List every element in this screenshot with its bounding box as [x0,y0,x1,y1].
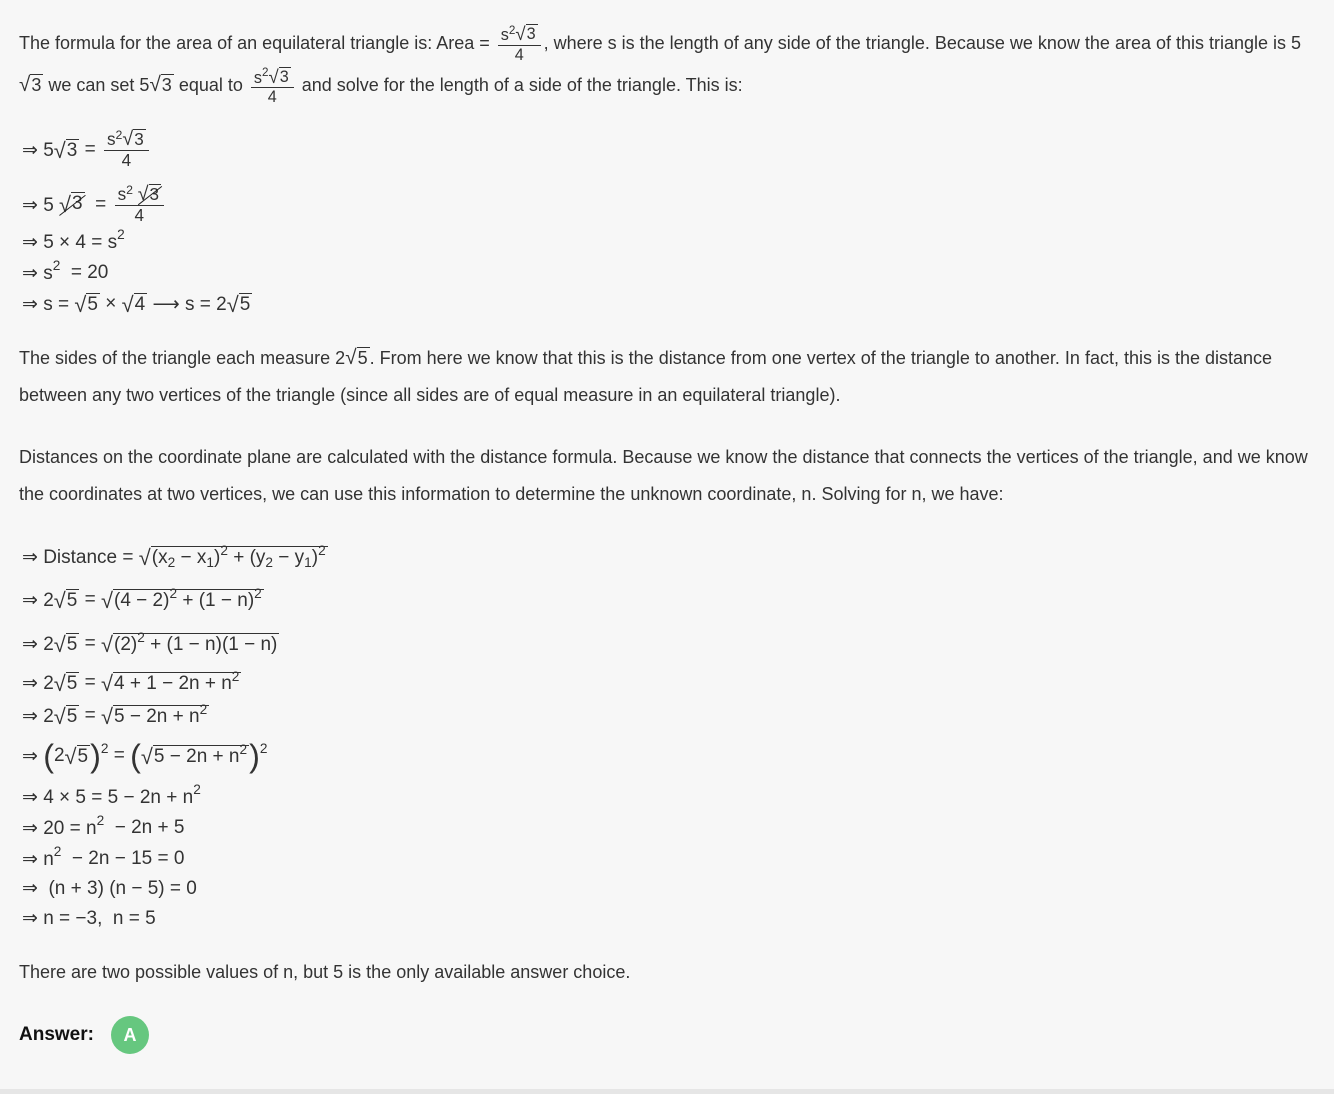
math-text: 5 [66,589,78,611]
math-text: ⇒ s [22,262,53,284]
square-root [54,672,80,695]
superscript: 2 [193,781,201,797]
radicand [71,192,85,215]
answer-row [19,1016,149,1054]
math-text: (2) [114,633,138,655]
equation-line [22,698,209,734]
math-text: ⇒ 2 [22,589,54,611]
radicand [113,630,279,656]
math-text: ⇒ 5 [22,139,54,161]
radicand [66,672,80,695]
parenthesis: ) [90,737,101,774]
square-root [138,543,328,570]
sides-paragraph [19,340,1319,414]
math-text: = [79,633,101,654]
fraction [115,184,164,225]
math-text: s [500,26,509,45]
superscript: 2 [259,740,268,756]
square-root [227,293,253,316]
radicand [161,74,174,96]
square-root [149,74,173,96]
subscript: 1 [304,554,312,570]
math-text: ⟶ s = 2 [147,293,227,315]
math-text: 5 [357,347,368,368]
square-root [54,139,80,162]
square-root [515,24,537,44]
superscript: 2 [318,543,326,559]
math-text: 4 [267,88,277,107]
superscript: 2 [53,843,62,859]
math-text: ⇒ (n + 3) (n − 5) = 0 [22,877,197,899]
math-text: = [84,194,112,215]
answer-choice-badge: A [111,1016,149,1054]
math-text: = [79,139,101,160]
math-text: = [108,745,131,766]
math-text: 4 [121,151,132,171]
superscript: 2 [199,702,208,718]
answer-label: Answer: [19,1024,94,1045]
radical-sign: √ [101,587,113,613]
square-root [122,129,145,150]
radical-sign: √ [19,73,31,97]
math-text: (x [151,546,168,568]
math-text: s [253,68,262,87]
cancelled-term [138,184,161,205]
parenthesis: ( [43,737,54,774]
math-text: we can set 5 [43,75,150,96]
math-text: The formula for the area of an equilateral triangle is: Area = [19,33,495,53]
square-root [268,67,290,87]
math-text: 5 [87,293,98,315]
radicand [151,543,328,570]
subscript: 2 [265,554,274,570]
equation-line [22,900,156,936]
math-text: 3 [279,67,289,86]
math-text: ⇒ 2 [22,633,54,655]
math-text: − y [273,546,305,568]
radical-sign: √ [53,631,66,657]
square-root [65,745,91,768]
superscript: 2 [254,586,262,602]
radicand [86,293,100,316]
math-text: ⇒ n = −3, n = 5 [22,907,156,929]
math-text: 5 [77,745,89,767]
radicand [133,129,146,150]
intro-paragraph [19,22,1319,107]
parenthesis: ) [249,737,260,774]
math-text: 5 [66,705,78,727]
superscript: 2 [117,226,125,242]
cancelled-term [59,192,85,217]
math-text: ⇒ 2 [22,705,54,727]
square-root [345,347,369,369]
radical-sign: √ [268,65,279,87]
equation-line [22,127,152,171]
fraction [104,129,149,170]
math-text: 3 [31,75,42,96]
math-text: ⇒ 5 × 4 = s [22,231,118,253]
superscript: 2 [52,257,61,273]
fraction [498,24,541,64]
math-text: 4 [514,45,524,64]
square-root [59,192,85,215]
math-text: s [117,185,127,205]
superscript: 2 [231,669,240,685]
math-text: 3 [149,185,160,205]
math-text: 4 [134,293,146,315]
math-text: 5 − 2n + n [153,745,240,767]
subscript: 1 [206,554,214,570]
math-text: + (y [227,546,266,568]
superscript: 2 [239,742,248,758]
math-text: ) [213,546,221,568]
square-root [19,74,43,96]
denominator [119,151,135,171]
math-text: ⇒ n [22,848,54,870]
radicand [113,702,209,728]
fraction [251,67,294,107]
radical-sign: √ [53,587,66,613]
denominator [132,206,148,226]
math-text: 2 [53,745,65,766]
math-text: ⇒ Distance = [22,546,139,568]
math-text: = [79,672,101,693]
math-text: ⇒ 2 [22,672,54,694]
radical-sign: √ [74,291,87,317]
radical-sign: √ [515,23,526,45]
math-text: and solve for the length of a side of the triangle. This is: [296,75,743,96]
radical-sign: √ [122,128,134,151]
square-root [101,669,241,696]
numerator [104,129,149,151]
bottom-divider [0,1089,1334,1094]
math-text: . From here we know that this is the distance from one vertex of the triangle to another. In fact, this is the distance between any two vertices of the triangle (since all sides are of equal measure in an equilateral triangle). [19,348,1273,405]
radicand [357,347,370,369]
math-text: 3 [72,193,83,215]
radical-sign: √ [53,703,66,729]
math-text: 5 [66,672,78,694]
denominator [512,46,527,65]
square-root [101,586,264,613]
superscript: 2 [169,586,178,602]
math-text: Distances on the coordinate plane are calculated with the distance formula. Because we know the distance that connects the vertices of the triangle, and we know the coordinates at two vertices, we can use this information to determine the unknown coordinate, n. Solving for n, we have: [19,447,1308,504]
math-text: ⇒ s = [22,293,75,315]
radicand [113,586,264,612]
superscript: 2 [100,740,109,756]
radicand [134,293,148,316]
radicand [30,74,43,96]
math-text: ⇒ 20 = n [22,817,97,839]
math-text: (4 − 2) [114,589,170,611]
superscript: 2 [220,543,228,559]
math-text: , where s is the length of any side of the triangle. Because we know the area of this triangle is 5 [543,33,1302,53]
math-text: 5 − 2n + n [114,705,200,727]
parenthesis: ( [130,737,141,774]
square-root [101,702,209,729]
math-text: ⇒ [22,745,44,767]
equation-line [22,286,252,322]
numerator [251,67,294,89]
math-text: − x [175,546,207,568]
radicand [149,184,162,205]
square-root [54,589,80,612]
math-text: − 2n + 5 [104,817,185,838]
math-text: 5 [66,633,78,655]
math-text: There are two possible values of n, but 5 is the only available answer choice. [19,962,631,982]
equation-line [22,665,241,701]
superscript: 2 [96,812,105,828]
subscript: 2 [167,554,176,570]
denominator [265,88,280,107]
radical-sign: √ [101,670,113,696]
math-text: 3 [161,75,172,96]
equation-line [22,182,167,226]
radicand [113,669,241,695]
math-text: ) [311,546,319,568]
radical-sign: √ [53,137,66,163]
math-text: × [99,293,122,314]
radical-sign: √ [53,670,66,696]
equation-line [22,539,328,575]
math-text: equal to [173,75,248,96]
radicand [239,293,253,316]
radical-sign: √ [138,544,151,570]
equation-line [22,626,279,662]
radical-sign: √ [140,743,153,769]
superscript: 2 [508,23,516,37]
radicand [526,24,538,44]
superscript: 2 [261,66,269,80]
math-text: ⇒ 5 [22,194,60,216]
numerator [115,184,164,206]
math-text: = [79,589,101,610]
radical-sign: √ [101,703,113,729]
math-text: − 2n − 15 = 0 [61,848,185,869]
equation-line [22,738,267,774]
radicand [153,742,249,768]
radical-sign: √ [137,183,149,206]
square-root [122,293,148,316]
distance-paragraph [19,439,1319,513]
math-text: 5 [239,293,251,315]
radical-sign: √ [59,191,72,217]
math-text: 4 [134,206,145,226]
square-root [138,184,161,205]
radicand [66,633,80,656]
math-text: + (1 − n)(1 − n) [144,633,278,655]
math-text: ⇒ 4 × 5 = 5 − 2n + n [22,786,194,808]
math-text: 4 + 1 − 2n + n [114,672,232,694]
math-text: 3 [526,25,536,44]
radicand [77,745,91,768]
radical-sign: √ [64,743,77,769]
radical-sign: √ [121,291,134,317]
square-root [54,633,80,656]
radicand [279,67,291,87]
math-text: s [107,130,116,150]
superscript: 2 [115,127,123,142]
radical-sign: √ [226,291,239,317]
superscript: 2 [137,630,145,646]
math-text: 3 [134,130,144,150]
square-root [101,630,279,657]
radicand [66,589,80,612]
square-root [74,293,100,316]
superscript: 2 [126,182,133,197]
math-text: The sides of the triangle each measure 2 [19,348,346,368]
equation-line [22,582,264,618]
math-text: + (1 − n) [177,589,255,611]
conclusion-paragraph [19,954,1319,991]
radical-sign: √ [149,73,161,97]
radical-sign: √ [101,631,113,657]
radicand [66,139,80,162]
numerator [498,24,541,46]
radicand [66,705,80,728]
math-text: 3 [66,139,78,161]
square-root [140,742,249,769]
math-text: = [79,705,101,726]
radical-sign: √ [345,346,357,369]
math-text: = 20 [60,262,109,283]
square-root [54,705,80,728]
